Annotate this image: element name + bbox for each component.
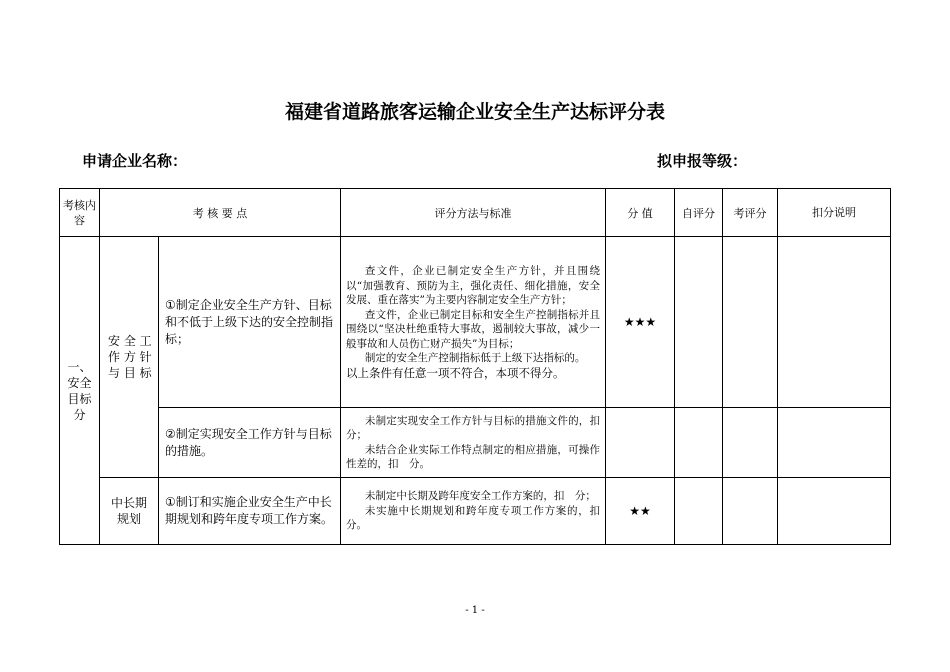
method-line: 未制定实现安全工作方针与目标的措施文件的，扣 分； bbox=[346, 414, 611, 441]
header-deduct-note: 扣分说明 bbox=[778, 189, 891, 237]
table-row bbox=[60, 408, 891, 478]
table-row bbox=[60, 237, 891, 408]
page-title: 福建省道路旅客运输企业安全生产达标评分表 bbox=[284, 101, 665, 123]
page-number: - 1 - bbox=[465, 605, 485, 616]
method-line: 查文件，企业已制定目标和安全生产控制指标并且围绕以“坚决杜绝重特大事故，遏制较大事故，减少一般事故和人员伤亡财产损失”为目标； bbox=[346, 308, 600, 350]
self-score-cell bbox=[675, 478, 723, 545]
deduct-note-cell bbox=[778, 408, 891, 478]
check-point: ②制定实现安全工作方针与目标的措施。 bbox=[159, 408, 341, 478]
company-name-label: 申请企业名称： bbox=[82, 152, 188, 170]
table-row bbox=[60, 478, 891, 545]
header-points: 考 核 要 点 bbox=[100, 189, 341, 237]
score-table bbox=[59, 188, 891, 545]
header-score: 分 值 bbox=[606, 189, 675, 237]
table-header-row bbox=[60, 189, 891, 237]
scoring-method bbox=[341, 237, 606, 408]
score-value bbox=[606, 408, 675, 478]
score-value: ★★★ bbox=[606, 237, 675, 408]
deduct-note-cell bbox=[778, 237, 891, 408]
header-content: 考核内容 bbox=[60, 189, 100, 237]
scoring-method bbox=[341, 408, 611, 478]
grade-label: 拟申报等级： bbox=[657, 152, 748, 170]
review-score-cell bbox=[723, 478, 778, 545]
section-name: 一、安全目标分 bbox=[60, 237, 100, 545]
method-line: 未结合企业实际工作特点制定的相应措施，可操作性差的，扣 分。 bbox=[346, 443, 600, 470]
method-line: 未制定中长期及跨年度安全工作方案的，扣 分； bbox=[364, 490, 596, 503]
review-score-cell bbox=[723, 237, 778, 408]
header-method: 评分方法与标准 bbox=[341, 189, 606, 237]
subsection-name: 安 全 工 作 方 针 与 目 标 bbox=[100, 237, 159, 478]
method-line: 未实施中长期规划和跨年度专项工作方案的，扣 分。 bbox=[346, 504, 611, 532]
header-review-score: 考评分 bbox=[723, 189, 778, 237]
score-value: ★★ bbox=[606, 478, 675, 545]
check-point: ①制订和实施企业安全生产中长期规划和跨年度专项工作方案。 bbox=[159, 478, 341, 545]
method-line: 查文件，企业已制定安全生产方针，并且围绕以“加强教育、预防为主，强化责任、细化措施，安全发展、重在落实”为主要内容制定安全生产方针； bbox=[346, 265, 600, 306]
method-line: 制定的安全生产控制指标低于上级下达指标的。 bbox=[364, 352, 586, 364]
self-score-cell bbox=[675, 237, 723, 408]
deduct-note-cell bbox=[778, 478, 891, 545]
method-line: 以上条件有任意一项不符合，本项不得分。 bbox=[346, 365, 565, 380]
self-score-cell bbox=[675, 408, 723, 478]
review-score-cell bbox=[723, 408, 778, 478]
header-self-score: 自评分 bbox=[675, 189, 723, 237]
check-point: ①制定企业安全生产方针、目标和不低于上级下达的安全控制指标； bbox=[159, 237, 341, 408]
scoring-method bbox=[341, 478, 611, 545]
subsection-name: 中长期规划 bbox=[100, 478, 159, 545]
